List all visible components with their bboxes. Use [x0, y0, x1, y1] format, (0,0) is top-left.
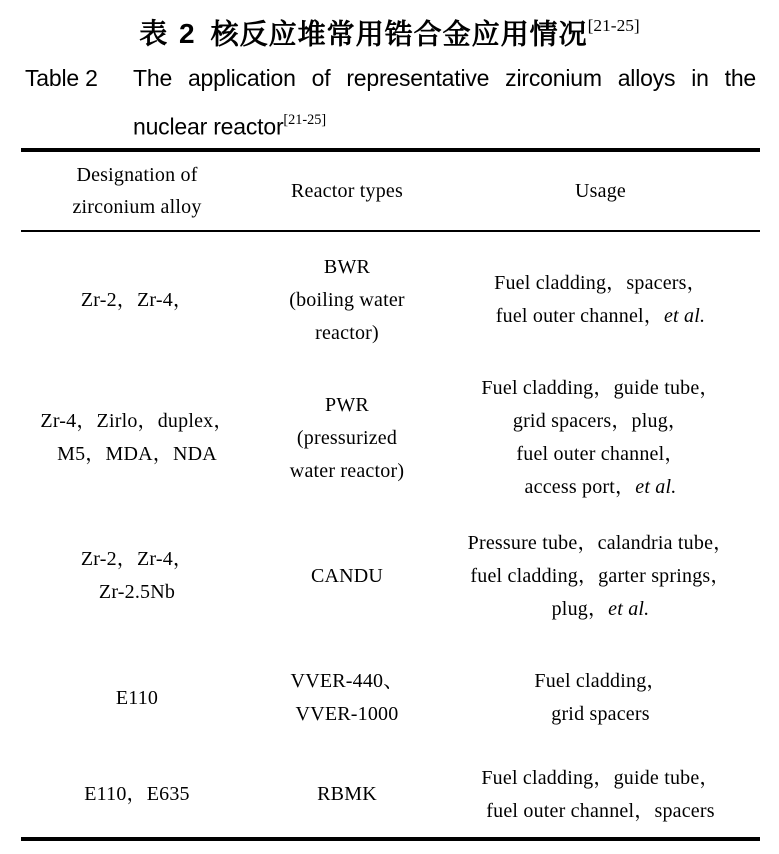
usage-cell	[441, 368, 760, 508]
cell-line: VVER-1000	[295, 703, 399, 725]
alloy-cell	[21, 752, 253, 839]
cell-line: CANDU	[310, 564, 384, 587]
cell-line: Fuel cladding，guide tube，	[481, 377, 720, 399]
cell-line: (boiling water	[289, 288, 405, 311]
table-row-bwr	[21, 231, 760, 368]
cell-line: Zr-4，Zirlo，duplex，	[40, 410, 234, 432]
reactor-cell	[253, 368, 441, 508]
header-cell-reactor-types	[253, 150, 441, 231]
caption-zh-citation: [21-25]	[587, 16, 640, 35]
reactor-cell	[253, 508, 441, 644]
caption-en-line1	[25, 56, 756, 100]
cell-line: (pressurized	[296, 426, 398, 449]
table-header	[21, 150, 760, 231]
table-row-pwr	[21, 368, 760, 508]
table-body	[21, 231, 760, 839]
cell-line: Fuel cladding，guide tube，	[481, 766, 720, 789]
cell-line: Fuel cladding，spacers，	[494, 272, 707, 294]
caption-en-line2	[133, 100, 756, 149]
cell-line: Zr-2，Zr-4，	[80, 548, 194, 570]
cell-line: grid spacers	[551, 703, 650, 725]
cell-line: BWR	[323, 255, 371, 278]
caption-en-citation: [21-25]	[283, 112, 327, 128]
cell-line: access port，et al.	[524, 476, 677, 498]
table-row-candu	[21, 508, 760, 644]
cell-line: fuel cladding，garter springs，	[470, 564, 731, 587]
cell-line: PWR	[325, 393, 369, 416]
caption-en-title-text: The application of representative zirconium alloys in the	[133, 65, 756, 91]
table-caption-en	[25, 56, 756, 149]
usage-cell	[441, 644, 760, 752]
cell-line: E110，E635	[84, 783, 190, 805]
cell-line: grid spacers，plug，	[512, 410, 689, 432]
cell-line: Pressure tube，calandria tube，	[467, 531, 734, 554]
alloy-cell	[21, 644, 253, 752]
caption-en-title-continued: nuclear reactor	[133, 113, 284, 140]
alloy-cell	[21, 231, 253, 368]
caption-zh-label: 表 2	[139, 18, 197, 50]
header-line: Usage	[575, 180, 626, 202]
usage-cell	[441, 752, 760, 839]
alloy-cell	[21, 508, 253, 644]
caption-en-label: Table 2	[25, 65, 98, 91]
header-row	[21, 150, 760, 231]
cell-line: fuel outer channel，et al.	[495, 305, 706, 327]
reactor-cell	[253, 752, 441, 839]
cell-line: Zr-2，Zr-4，	[80, 288, 194, 311]
cell-line: water reactor)	[289, 459, 405, 482]
caption-zh-text: 核反应堆常用锆合金应用情况	[210, 18, 588, 50]
table-row-vver	[21, 644, 760, 752]
header-cell-usage	[441, 150, 760, 231]
header-cell-designation	[21, 150, 253, 231]
header-line: zirconium alloy	[72, 196, 202, 218]
cell-line: fuel outer channel，	[516, 443, 685, 465]
table-caption-zh	[0, 10, 779, 52]
alloy-cell	[21, 368, 253, 508]
cell-line: plug，et al.	[551, 597, 650, 620]
cell-line: fuel outer channel，spacers	[486, 799, 715, 822]
usage-cell	[441, 508, 760, 644]
cell-line: VVER-440、	[290, 670, 404, 692]
table-row-rbmk	[21, 752, 760, 839]
cell-line: E110	[115, 686, 159, 709]
cell-line: M5，MDA，NDA	[57, 443, 217, 465]
cell-line: reactor)	[315, 321, 379, 344]
cell-line: RBMK	[317, 783, 377, 805]
cell-line: Fuel cladding，	[534, 670, 667, 692]
cell-line: Zr-2.5Nb	[98, 581, 176, 603]
header-line: Designation of	[76, 164, 198, 186]
usage-cell	[441, 231, 760, 368]
reactor-cell	[253, 231, 441, 368]
reactor-cell	[253, 644, 441, 752]
header-line: Reactor types	[290, 180, 403, 202]
zirconium-alloys-table	[21, 148, 760, 841]
